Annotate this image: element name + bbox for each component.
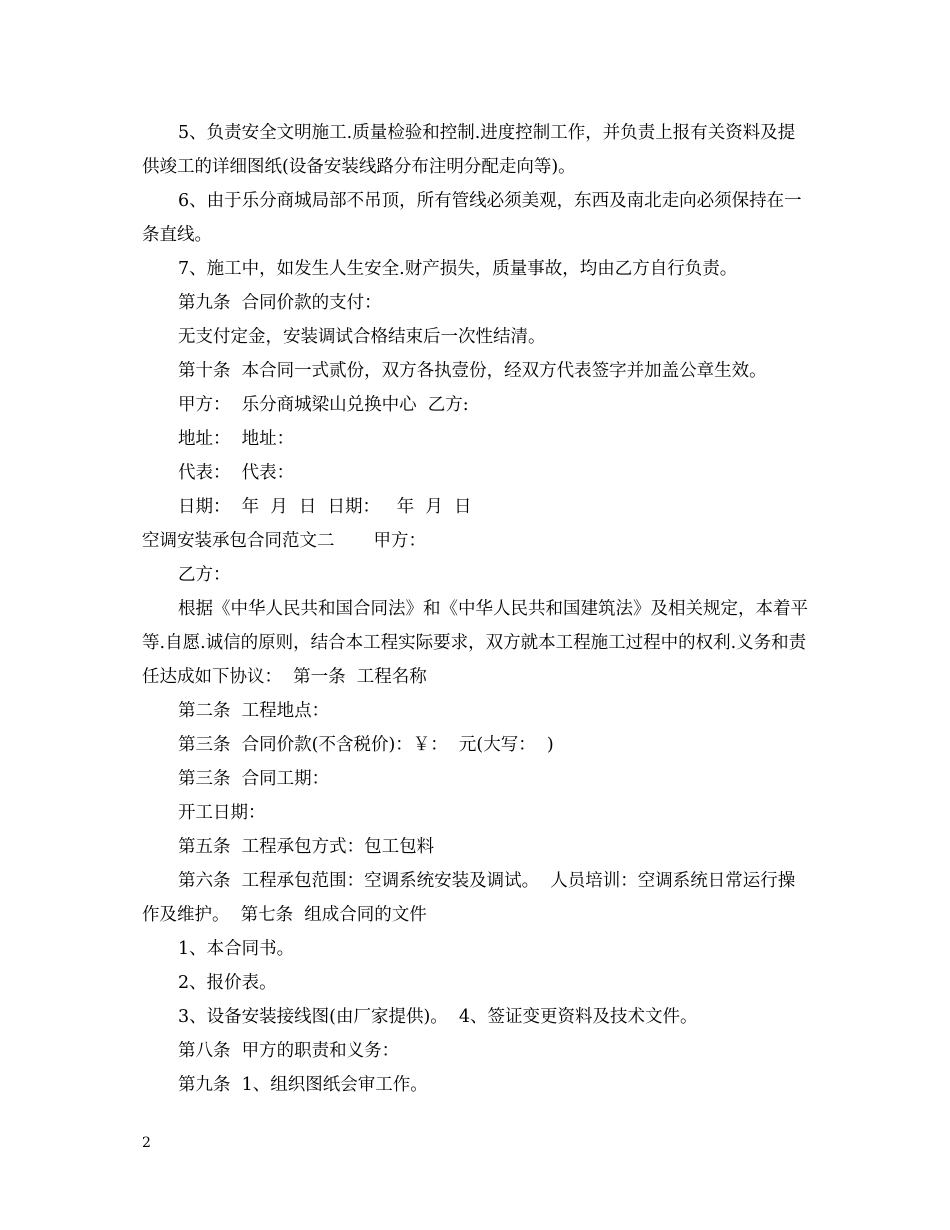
paragraph: 代表： 代表： <box>178 463 295 483</box>
paragraph: 第三条 合同工期： <box>178 769 330 789</box>
paragraph: 第九条 合同价款的支付： <box>178 293 382 313</box>
page-number: 2 <box>142 1135 151 1151</box>
paragraph: 第九条 1、组织图纸会审工作。 <box>178 1075 428 1095</box>
paragraph: 6、由于乐分商城局部不吊顶，所有管线必须美观，东西及南北走向必须保持在一条直线。 <box>142 191 802 245</box>
paragraph: 日期： 年 月 日 日期： 年 月 日 <box>178 497 472 517</box>
paragraph: 乙方： <box>178 565 231 585</box>
document-body <box>142 116 812 1102</box>
paragraph: 7、施工中，如发生人生安全.财产损失，质量事故，均由乙方自行负责。 <box>178 259 738 279</box>
paragraph: 甲方： 乐分商城梁山兑换中心 乙方: <box>178 395 469 415</box>
paragraph: 开工日期： <box>178 803 266 823</box>
paragraph: 第八条 甲方的职责和义务： <box>178 1041 400 1061</box>
paragraph: 空调安装承包合同范文二 甲方： <box>142 531 426 551</box>
paragraph: 第五条 工程承包方式：包工包料 <box>178 837 435 857</box>
paragraph: 根据《中华人民共和国合同法》和《中华人民共和国建筑法》及相关规定，本着平等.自愿.诚信的原则，结合本工程实际要求，双方就本工程施工过程中的权利.义务和责任达成如下协议： 第一条 工程名称 <box>142 599 808 687</box>
paragraph: 第二条 工程地点： <box>178 701 330 721</box>
paragraph: 地址： 地址： <box>178 429 295 449</box>
paragraph: 第十条 本合同一式贰份，双方各执壹份，经双方代表签字并加盖公章生效。 <box>178 361 767 381</box>
paragraph: 第六条 工程承包范围：空调系统安装及调试。 人员培训：空调系统日常运行操作及维护。 第七条 组成合同的文件 <box>142 871 796 925</box>
paragraph: 1、本合同书。 <box>178 939 295 959</box>
paragraph: 无支付定金，安装调试合格结束后一次性结清。 <box>178 327 546 347</box>
paragraph: 2、报价表。 <box>178 973 277 993</box>
paragraph: 5、负责安全文明施工.质量检验和控制.进度控制工作，并负责上报有关资料及提供竣工的详细图纸(设备安装线路分布注明分配走向等)。 <box>142 123 796 177</box>
paragraph: 第三条 合同价款(不含税价)：￥： 元(大写： ) <box>178 735 554 755</box>
paragraph: 3、设备安装接线图(由厂家提供)。 4、签证变更资料及技术文件。 <box>178 1007 698 1027</box>
